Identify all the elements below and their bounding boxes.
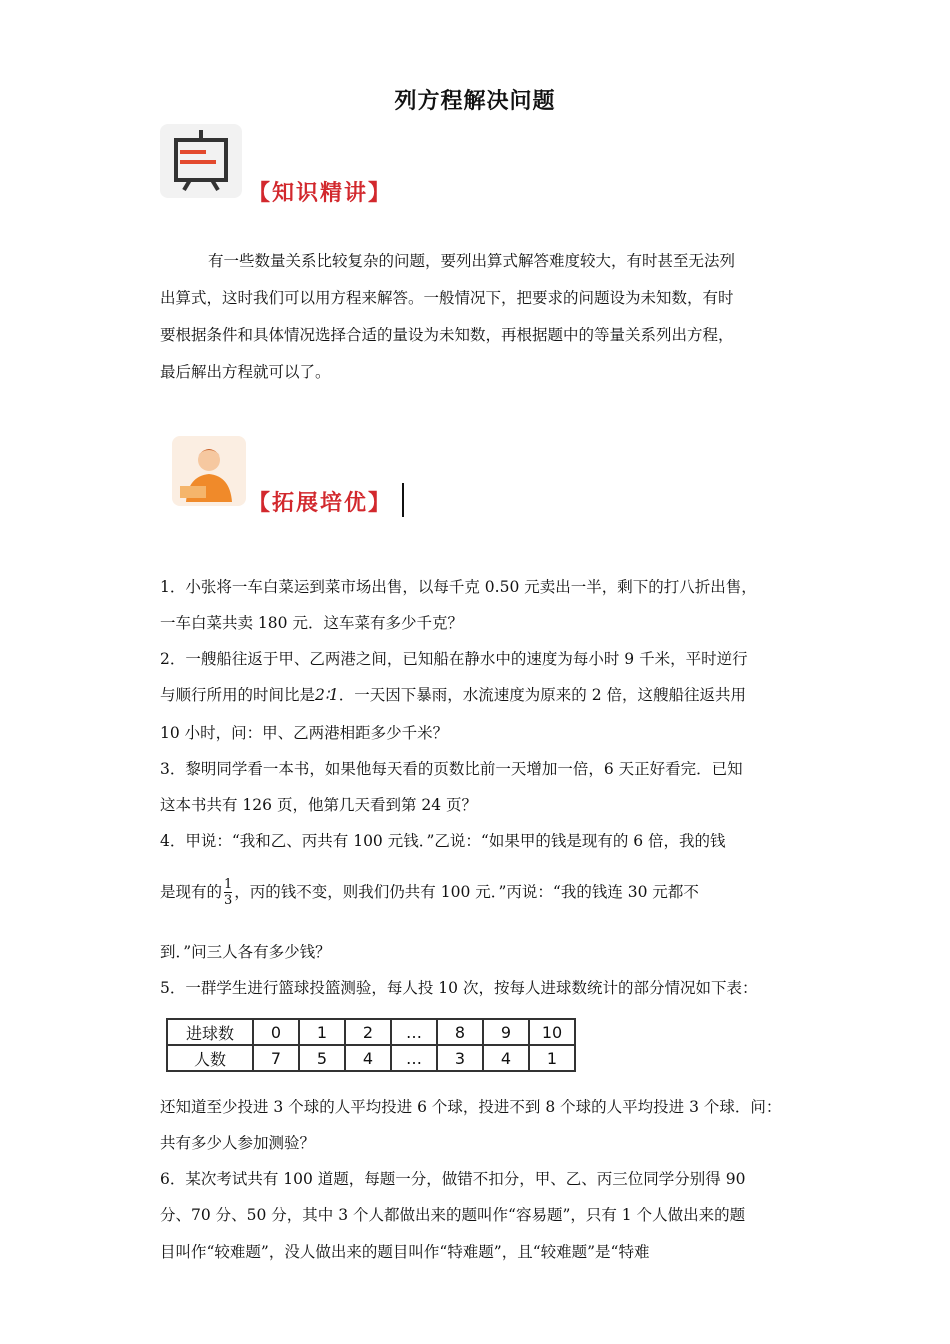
table-cell: 5 bbox=[299, 1045, 345, 1071]
table-cell: 0 bbox=[253, 1019, 299, 1045]
table-cell: … bbox=[391, 1019, 437, 1045]
table-cell: 4 bbox=[483, 1045, 529, 1071]
table-cell: … bbox=[391, 1045, 437, 1071]
problem-1-line-2: 一车白菜共卖 180 元．这车菜有多少千克？ bbox=[160, 614, 463, 632]
problem-6-line-3: 目叫作“较难题”，没人做出来的题目叫作“特难题”，且“较难题”是“特难 bbox=[160, 1243, 650, 1261]
intro-line: 要根据条件和具体情况选择合适的量设为未知数，再根据题中的等量关系列出方程， bbox=[160, 326, 734, 344]
intro-paragraph bbox=[160, 243, 792, 391]
problem-4-line-1: 4．甲说：“我和乙、丙共有 100 元钱．”乙说：“如果甲的钱是现有的 6 倍，我的钱 bbox=[160, 832, 726, 850]
problem-5-line-3: 共有多少人参加测验？ bbox=[160, 1134, 316, 1152]
problem-2-line-1: 2．一艘船往返于甲、乙两港之间，已知船在静水中的速度为每小时 9 千米，平时逆行 bbox=[160, 650, 748, 668]
problem-5-line-1: 5．一群学生进行篮球投篮测验，每人投 10 次，按每人进球数统计的部分情况如下表： bbox=[160, 979, 758, 997]
problem-2-line-2 bbox=[160, 683, 746, 705]
problem-4-line-2 bbox=[160, 878, 699, 908]
fraction-numerator: 1 bbox=[224, 877, 233, 892]
shots-table bbox=[166, 1018, 576, 1072]
problem-2-text-a: 与顺行所用的时间比是 bbox=[160, 686, 316, 704]
problem-5-line-2: 还知道至少投进 3 个球的人平均投进 6 个球，投进不到 8 个球的人平均投进 3 个球．问： bbox=[160, 1098, 782, 1116]
table-cell: 10 bbox=[529, 1019, 575, 1045]
problem-3-line-2: 这本书共有 126 页，他第几天看到第 24 页？ bbox=[160, 796, 478, 814]
problem-6-line-2: 分、70 分、50 分，其中 3 个人都做出来的题叫作“容易题”，只有 1 个人做出来的题 bbox=[160, 1206, 746, 1224]
table-cell: 4 bbox=[345, 1045, 391, 1071]
page-title: 列方程解决问题 bbox=[394, 88, 556, 114]
problem-2-text-b: ．一天因下暴雨，水流速度为原来的 2 倍，这艘船往返共用 bbox=[338, 686, 746, 704]
intro-line: 出算式，这时我们可以用方程来解答。一般情况下，把要求的问题设为未知数，有时 bbox=[160, 289, 734, 307]
table-row bbox=[167, 1019, 575, 1045]
table-cell: 1 bbox=[299, 1019, 345, 1045]
fraction-denominator: 3 bbox=[224, 893, 233, 908]
problem-4-text-b: ，丙的钱不变，则我们仍共有 100 元．”丙说：“我的钱连 30 元都不 bbox=[234, 883, 699, 901]
table-header-cell: 人数 bbox=[167, 1045, 253, 1071]
table-cell: 9 bbox=[483, 1019, 529, 1045]
table-cell: 2 bbox=[345, 1019, 391, 1045]
problem-3-line-1: 3．黎明同学看一本书，如果他每天看的页数比前一天增加一倍，6 天正好看完．已知 bbox=[160, 760, 743, 778]
text-cursor bbox=[402, 483, 404, 517]
problem-6-line-1: 6．某次考试共有 100 道题，每题一分，做错不扣分，甲、乙、丙三位同学分别得 90 bbox=[160, 1170, 746, 1188]
knowledge-section-label: 【知识精讲】 bbox=[248, 180, 393, 206]
table-cell: 7 bbox=[253, 1045, 299, 1071]
intro-line: 有一些数量关系比较复杂的问题，要列出算式解答难度较大，有时甚至无法列 bbox=[208, 252, 736, 270]
table-header-cell: 进球数 bbox=[167, 1019, 253, 1045]
problem-2-line-3: 10 小时，问：甲、乙两港相距多少千米？ bbox=[160, 724, 449, 742]
presentation-board-icon bbox=[160, 124, 242, 198]
teacher-icon bbox=[172, 436, 246, 506]
table-cell: 1 bbox=[529, 1045, 575, 1071]
table-row bbox=[167, 1045, 575, 1071]
table-cell: 8 bbox=[437, 1019, 483, 1045]
problem-4-line-3: 到．”问三人各有多少钱？ bbox=[160, 943, 331, 961]
intro-line: 最后解出方程就可以了。 bbox=[160, 363, 331, 381]
ratio-value: 2∶1 bbox=[315, 686, 339, 704]
table-cell: 3 bbox=[437, 1045, 483, 1071]
problem-1-line-1: 1．小张将一车白菜运到菜市场出售，以每千克 0.50 元卖出一半，剩下的打八折出售， bbox=[160, 578, 757, 596]
extension-section-label: 【拓展培优】 bbox=[248, 490, 393, 516]
problem-4-text-a: 是现有的 bbox=[160, 883, 223, 901]
fraction-one-third bbox=[224, 878, 232, 908]
